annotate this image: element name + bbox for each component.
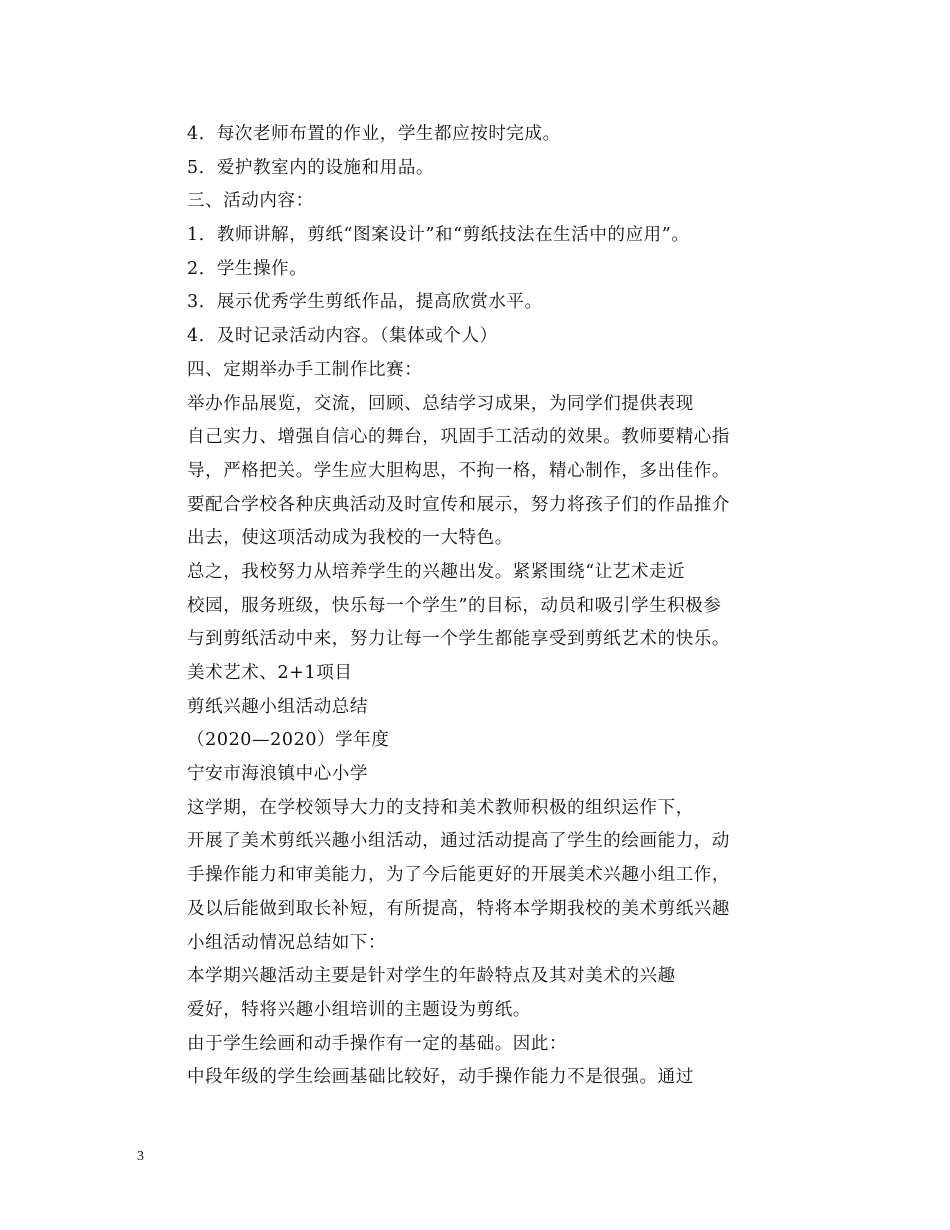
- text-line: 小组活动情况总结如下：: [187, 932, 387, 953]
- text-line: 举办作品展览，交流，回顾、总结学习成果，为同学们提供表现: [187, 393, 694, 414]
- text-line: 1．教师讲解，剪纸“图案设计”和“剪纸技法在生活中的应用”。: [187, 225, 690, 246]
- text-line: 4．每次老师布置的作业，学生都应按时完成。: [187, 124, 561, 144]
- text-line: 要配合学校各种庆典活动及时宣传和展示，努力将孩子们的作品推介: [187, 494, 730, 515]
- text-line: 与到剪纸活动中来，努力让每一个学生都能享受到剪纸艺术的快乐。: [187, 629, 730, 650]
- text-line: 由于学生绘画和动手操作有一定的基础。因此：: [187, 1033, 568, 1054]
- text-line: 美术艺术、2+1项目: [187, 663, 353, 683]
- text-line: 4．及时记录活动内容。（集体或个人）: [187, 326, 498, 347]
- text-line: 导，严格把关。学生应大胆构思，不拘一格，精心制作，多出佳作。: [187, 460, 730, 481]
- text-line: 总之，我校努力从培养学生的兴趣出发。紧紧围绕“让艺术走近: [187, 561, 686, 582]
- school-year: （2020—2020）学年度: [187, 730, 390, 751]
- text-line: 及以后能做到取长补短，有所提高，特将本学期我校的美术剪纸兴趣: [187, 898, 730, 919]
- text-line: 本学期兴趣活动主要是针对学生的年龄特点及其对美术的兴趣: [187, 966, 676, 987]
- document-title: 剪纸兴趣小组活动总结: [187, 696, 368, 717]
- section-heading: 三、活动内容：: [187, 191, 314, 212]
- text-line: 这学期，在学校领导大力的支持和美术教师积极的组织运作下，: [187, 797, 694, 818]
- text-line: 5．爱护教室内的设施和用品。: [187, 157, 435, 178]
- text-line: 2．学生操作。: [187, 258, 308, 279]
- page-number: 3: [137, 1149, 144, 1164]
- text-line: 3．展示优秀学生剪纸作品，提高欣赏水平。: [187, 292, 543, 313]
- text-line: 出去，使这项活动成为我校的一大特色。: [187, 528, 513, 549]
- text-line: 自己实力、增强自信心的舞台，巩固手工活动的效果。教师要精心指: [187, 427, 730, 448]
- school-name: 宁安市海浪镇中心小学: [187, 764, 368, 785]
- text-line: 手操作能力和审美能力，为了今后能更好的开展美术兴趣小组工作，: [187, 865, 730, 886]
- section-heading: 四、定期举办手工制作比赛：: [187, 359, 423, 380]
- document-body: [187, 118, 787, 1095]
- text-line: 爱好，特将兴趣小组培训的主题设为剪纸。: [187, 999, 531, 1020]
- text-line: 中段年级的学生绘画基础比较好，动手操作能力不是很强。通过: [187, 1067, 694, 1088]
- text-line: 校园，服务班级，快乐每一个学生”的目标，动员和吸引学生积极参: [187, 595, 722, 616]
- text-line: 开展了美术剪纸兴趣小组活动，通过活动提高了学生的绘画能力，动: [187, 831, 730, 852]
